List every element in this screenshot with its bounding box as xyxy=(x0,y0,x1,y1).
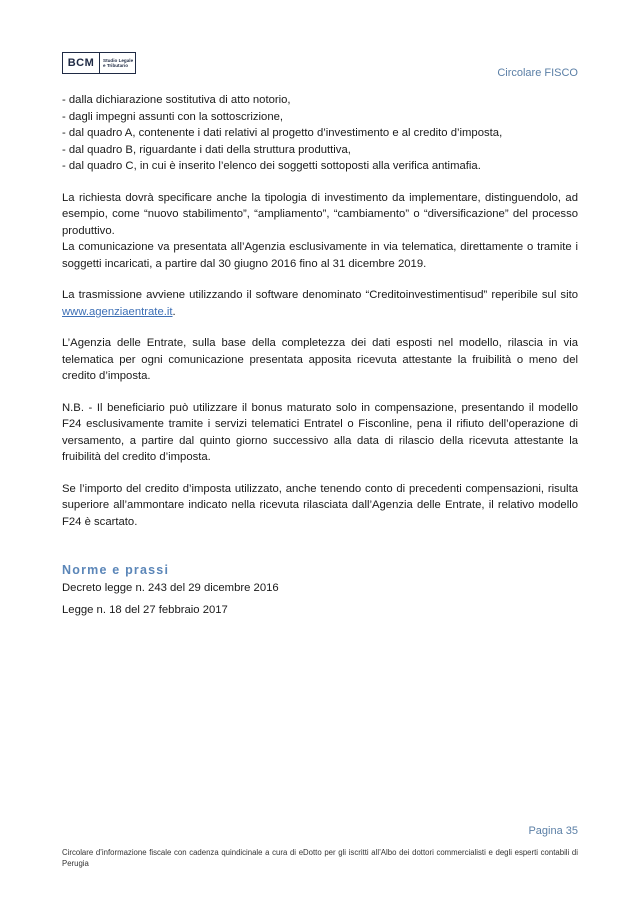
logo-line-2: e Tributario xyxy=(103,63,129,68)
paragraph: La richiesta dovrà specificare anche la tipologia di investimento da implementare, distinguendolo, ad esempio, come “nuovo stabilimento”, “ampliamento”, “cambiamento” o “diversificazione” del processo produttivo. xyxy=(62,191,578,237)
requirements-list xyxy=(62,92,578,175)
paragraph xyxy=(62,287,578,320)
footer-note: Circolare d’informazione fiscale con cadenza quindicinale a cura di eDotto per gli iscritti all’Albo dei dottori commercialisti e degli esperti contabili di Perugia xyxy=(62,848,578,868)
list-item: - dal quadro B, riguardante i dati della struttura produttiva, xyxy=(62,143,351,156)
paragraph-text: . xyxy=(172,305,176,318)
paragraph: Se l’importo del credito d’imposta utilizzato, anche tenendo conto di precedenti compensazioni, risulta superiore all’ammontare indicato nella ricevuta rilasciata dall’Agenzia delle Entrate, il relativo modello F24 è scartato. xyxy=(62,482,578,528)
paragraph-text: La trasmissione avviene utilizzando il software denominato “Creditoinvestimentisud” reperibile sul sito xyxy=(62,289,578,301)
norme-reference: Decreto legge n. 243 del 29 dicembre 2016 xyxy=(62,582,279,594)
section-title: Norme e prassi xyxy=(62,563,170,577)
logo xyxy=(62,52,136,74)
list-item: - dagli impegni assunti con la sottoscrizione, xyxy=(62,110,284,123)
paragraph: La comunicazione va presentata all’Agenzia esclusivamente in via telematica, direttamente o tramite i soggetti incaricati, a partire dal 30 giugno 2016 fino al 31 dicembre 2019. xyxy=(62,241,578,270)
logo-mark: BCM xyxy=(63,53,100,73)
logo-text xyxy=(100,53,135,73)
document-title: Circolare FISCO xyxy=(497,67,578,79)
logo-line-1: Studio Legale xyxy=(103,57,134,63)
paragraph: L’Agenzia delle Entrate, sulla base della completezza dei dati esposti nel modello, rilascia in via telematica per ogni comunicazione presentata apposita ricevuta attestante la fruibilità o meno del credito d’imposta. xyxy=(62,337,578,382)
page-number: Pagina 35 xyxy=(528,825,578,837)
list-item: - dalla dichiarazione sostitutiva di atto notorio, xyxy=(62,94,291,106)
list-item: - dal quadro A, contenente i dati relativi al progetto d’investimento e al credito d’imposta, xyxy=(62,127,503,139)
main-content xyxy=(62,92,578,530)
list-item: - dal quadro C, in cui è inserito l’elenco dei soggetti sottoposti alla verifica antimafia. xyxy=(62,160,481,172)
paragraph: N.B. - Il beneficiario può utilizzare il bonus maturato solo in compensazione, presentando il modello F24 esclusivamente tramite i servizi telematici Entratel o Fisconline, pena il rifiuto dell’operazione di versamento, a partire dal quinto giorno successivo alla data di rilascio della ricevuta attestante la fruibilità del credito d’imposta. xyxy=(62,401,578,463)
agenzia-entrate-link[interactable]: www.agenziaentrate.it xyxy=(62,305,173,318)
norme-reference: Legge n. 18 del 27 febbraio 2017 xyxy=(62,604,228,616)
